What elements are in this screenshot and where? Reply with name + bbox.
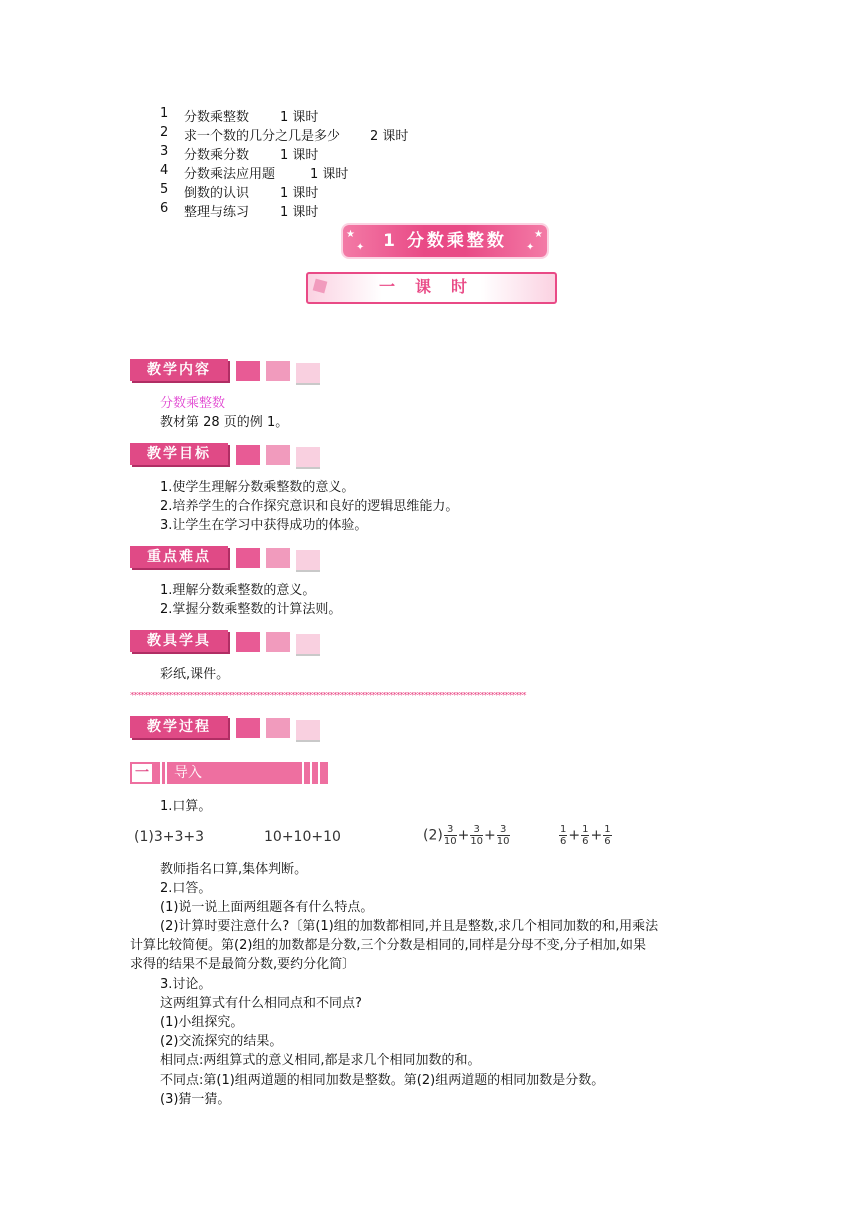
- fraction: $\frac{3}{10}$: [443, 824, 457, 847]
- math-expression: $\frac{1}{6}$ + $\frac{1}{6}$ + $\frac{1}{6}$: [560, 824, 611, 847]
- tools-line: 彩纸,课件。: [160, 667, 230, 682]
- body-line: 教师指名口算,集体判断。: [160, 862, 308, 877]
- keypoint-line: 1.理解分数乘整数的意义。: [160, 583, 316, 598]
- decor-square: [296, 634, 320, 656]
- content-line: 分数乘整数: [160, 396, 226, 411]
- body-line: 2.口答。: [160, 881, 212, 896]
- star-icon: ✦: [526, 242, 535, 253]
- fraction: $\frac{3}{10}$: [496, 824, 510, 847]
- intro-label: 导入: [174, 765, 202, 781]
- toc-hours: 1 课时: [280, 148, 319, 163]
- body-line: 计算比较简便。第(2)组的加数都是分数,三个分数是相同的,同样是分母不变,分子相加,如果: [130, 938, 646, 953]
- body-line: (1)说一说上面两组题各有什么特点。: [160, 900, 374, 915]
- goal-line: 1.使学生理解分数乘整数的意义。: [160, 480, 355, 495]
- math-expression: 10+10+10: [264, 829, 341, 845]
- decor-square: [296, 447, 320, 469]
- fraction: $\frac{1}{6}$: [582, 824, 589, 847]
- content-line: 教材第 28 页的例 1。: [160, 415, 289, 430]
- decor-square: [236, 548, 260, 568]
- decor-stripe: [165, 762, 167, 784]
- body-line: 3.讨论。: [160, 977, 212, 992]
- decor-stripe: [318, 762, 320, 784]
- body-line: 不同点:第(1)组两道题的相同加数是整数。第(2)组两道题的相同加数是分数。: [160, 1073, 605, 1088]
- decor-square: [236, 361, 260, 381]
- fraction: $\frac{1}{6}$: [604, 824, 611, 847]
- section-label-process: 教学过程: [130, 716, 228, 738]
- decor-square: [266, 445, 290, 465]
- star-icon: ✦: [356, 242, 365, 253]
- decor-square: [266, 718, 290, 738]
- star-divider: *****************************************************************************************************************: [130, 692, 526, 700]
- decor-square: [236, 445, 260, 465]
- keypoint-line: 2.掌握分数乘整数的计算法则。: [160, 602, 342, 617]
- intro-number: 一: [130, 762, 154, 784]
- goal-line: 2.培养学生的合作探究意识和良好的逻辑思维能力。: [160, 499, 459, 514]
- decor-stripe: [310, 762, 312, 784]
- decor-square: [296, 550, 320, 572]
- body-line: 求得的结果不是最简分数,要约分化简〕: [130, 957, 356, 972]
- toc-num: 3: [160, 144, 169, 159]
- toc-num: 4: [160, 163, 169, 178]
- decor-square: [236, 632, 260, 652]
- toc-title: 分数乘法应用题: [184, 167, 276, 182]
- decor-square: [313, 279, 328, 294]
- decor-square: [266, 548, 290, 568]
- section-label-goals: 教学目标: [130, 443, 228, 465]
- toc-hours: 1 课时: [280, 110, 319, 125]
- body-line: (1)小组探究。: [160, 1015, 244, 1030]
- toc-hours: 1 课时: [280, 186, 319, 201]
- star-icon: ★: [346, 229, 355, 240]
- body-line: 这两组算式有什么相同点和不同点?: [160, 996, 362, 1011]
- toc-title: 倒数的认识: [184, 186, 250, 201]
- toc-title: 分数乘分数: [184, 148, 250, 163]
- toc-num: 1: [160, 106, 169, 121]
- toc-num: 5: [160, 182, 169, 197]
- body-line: (2)交流探究的结果。: [160, 1034, 283, 1049]
- section-label-content: 教学内容: [130, 359, 228, 381]
- toc-title: 整理与练习: [184, 205, 250, 220]
- math-expression: (2) $\frac{3}{10}$ + $\frac{3}{10}$ + $\frac{3}{10}$: [423, 824, 510, 847]
- toc-hours: 1 课时: [280, 205, 319, 220]
- decor-square: [266, 361, 290, 381]
- toc-hours: 2 课时: [370, 129, 409, 144]
- star-icon: ★: [534, 229, 543, 240]
- lesson-title-banner: [343, 225, 547, 257]
- session-banner: [306, 272, 557, 304]
- toc-title: 求一个数的几分之几是多少: [184, 129, 341, 144]
- body-line: 1.口算。: [160, 799, 212, 814]
- body-line: (2)计算时要注意什么?〔第(1)组的加数都相同,并且是整数,求几个相同加数的和,用乘法: [160, 919, 659, 934]
- decor-square: [296, 720, 320, 742]
- decor-square: [236, 718, 260, 738]
- math-expression: (1)3+3+3: [134, 829, 205, 845]
- toc-num: 6: [160, 201, 169, 216]
- math-prefix: (2): [423, 827, 443, 844]
- lesson-title: 1 分数乘整数: [383, 231, 507, 251]
- body-line: (3)猜一猜。: [160, 1092, 231, 1107]
- toc-hours: 1 课时: [310, 167, 349, 182]
- fraction: $\frac{3}{10}$: [470, 824, 484, 847]
- goal-line: 3.让学生在学习中获得成功的体验。: [160, 518, 368, 533]
- body-line: 相同点:两组算式的意义相同,都是求几个相同加数的和。: [160, 1053, 481, 1068]
- toc-title: 分数乘整数: [184, 110, 250, 125]
- decor-square: [266, 632, 290, 652]
- toc-num: 2: [160, 125, 169, 140]
- fraction: $\frac{1}{6}$: [560, 824, 567, 847]
- section-label-tools: 教具学具: [130, 630, 228, 652]
- section-label-keypoints: 重点难点: [130, 546, 228, 568]
- decor-stripe: [302, 762, 304, 784]
- decor-square: [296, 363, 320, 385]
- decor-stripe: [160, 762, 162, 784]
- session-label: 一课时: [378, 277, 487, 296]
